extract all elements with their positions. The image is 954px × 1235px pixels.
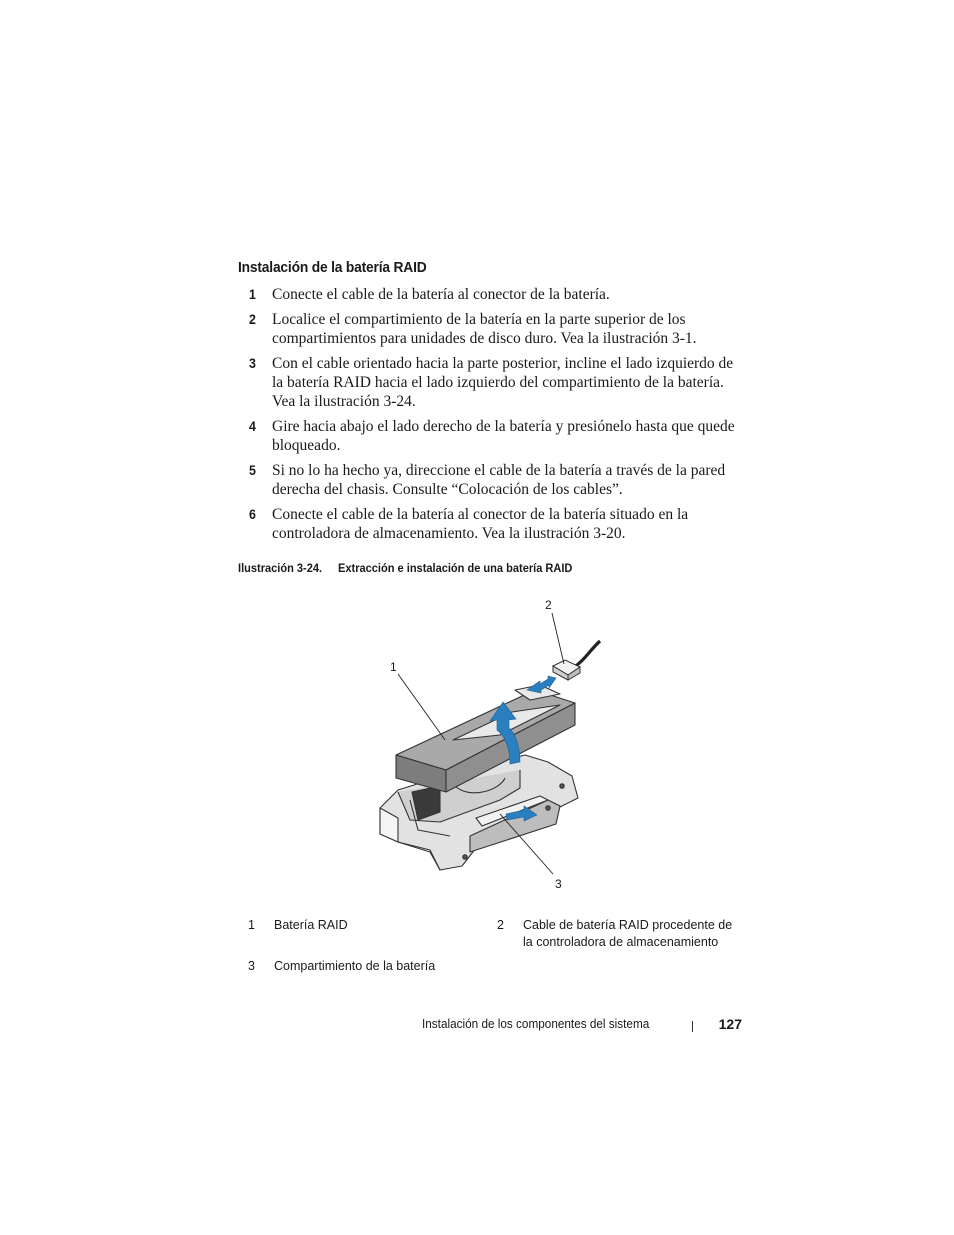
step-text: Localice el compartimiento de la batería en la parte superior de los compartimientos para unidades de disco duro. Vea la ilustración 3-1. (272, 311, 697, 347)
legend-number: 1 (248, 918, 255, 932)
installation-steps (249, 285, 739, 549)
legend-text: Compartimiento de la batería (274, 959, 436, 973)
step-text: Si no lo ha hecho ya, direccione el cable de la batería a través de la pared derecha del chasis. Consulte “Colocación de los cables”. (272, 462, 726, 498)
step-number: 3 (249, 356, 256, 371)
step-text: Gire hacia abajo el lado derecho de la batería y presiónelo hasta que quede bloqueado. (272, 418, 735, 454)
step-number: 6 (249, 507, 256, 522)
step-text: Con el cable orientado hacia la parte posterior, incline el lado izquierdo de la batería RAID hacia el lado izquierdo del compartimiento de la batería. Vea la ilustración 3-24. (272, 355, 734, 410)
legend-text: Batería RAID (274, 918, 348, 932)
step-item (249, 505, 739, 543)
step-number: 2 (249, 312, 256, 327)
figure-label: Ilustración 3-24. (238, 561, 323, 575)
callout-2: 2 (545, 598, 552, 612)
legend-number: 3 (248, 959, 255, 973)
step-item (249, 285, 739, 304)
legend-text: Cable de batería RAID procedente de la controladora de almacenamiento (523, 918, 733, 949)
battery-illustration (370, 590, 610, 895)
step-text: Conecte el cable de la batería al conector de la batería situado en la controladora de almacenamiento. Vea la ilustración 3-20. (272, 506, 689, 542)
step-item (249, 461, 739, 499)
step-number: 4 (249, 419, 256, 434)
page-footer (420, 1016, 742, 1036)
step-item (249, 310, 739, 348)
step-number: 1 (249, 287, 256, 302)
figure-caption (238, 561, 572, 575)
page-number: 127 (718, 1016, 742, 1032)
legend-number: 2 (497, 918, 504, 932)
footer-divider (692, 1021, 693, 1032)
callout-1: 1 (390, 660, 397, 674)
step-text: Conecte el cable de la batería al conector de la batería. (272, 286, 610, 303)
step-number: 5 (249, 463, 256, 478)
step-item (249, 417, 739, 455)
callout-3: 3 (555, 877, 562, 891)
step-item (249, 354, 739, 411)
section-title: Instalación de la batería RAID (238, 259, 427, 276)
footer-chapter-title: Instalación de los componentes del sistema (422, 1017, 650, 1031)
figure-title: Extracción e instalación de una batería RAID (338, 561, 573, 575)
